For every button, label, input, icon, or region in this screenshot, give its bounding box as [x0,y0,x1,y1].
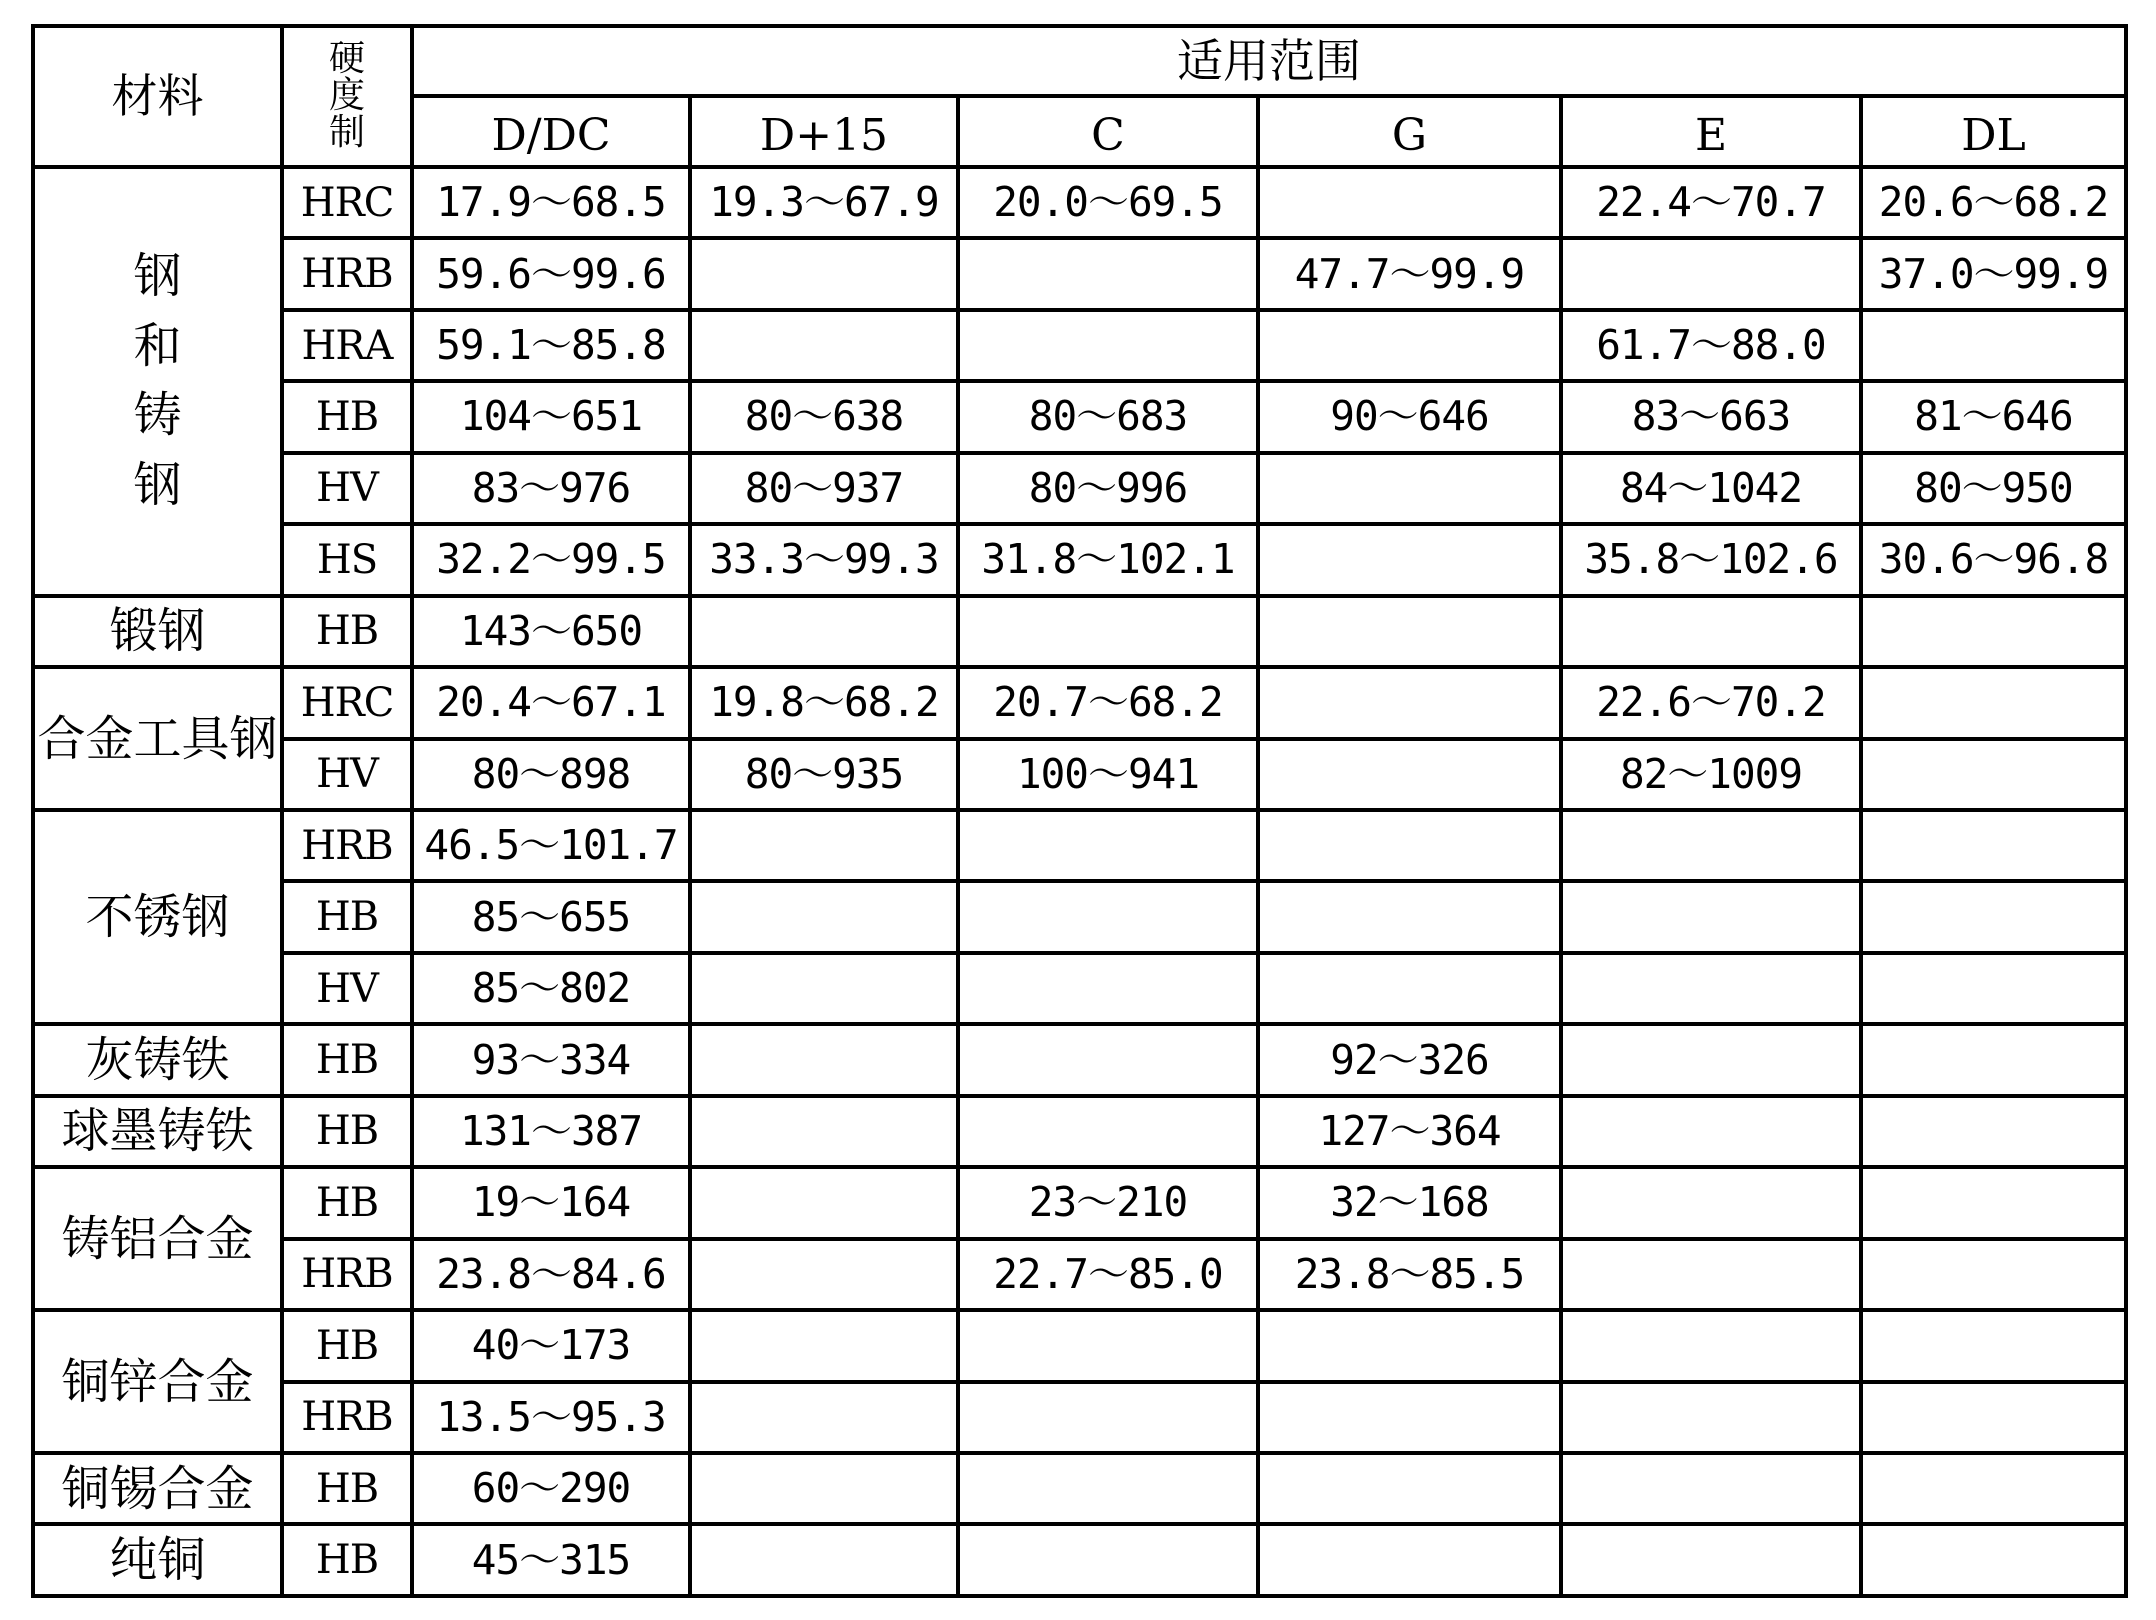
material-cell: 铜锌合金 [33,1310,282,1453]
column-header: C [958,96,1258,166]
range-value-cell: 37.0～99.9 [1861,238,2126,309]
material-cell: 纯铜 [33,1524,282,1596]
hardness-scale-cell: HB [282,1524,412,1596]
column-header: G [1258,96,1561,166]
range-value-cell: 92～326 [1258,1024,1561,1095]
hardness-scale-cell: HB [282,1024,412,1095]
range-value-cell: 19～164 [412,1167,690,1238]
range-value-cell: 143～650 [412,596,690,667]
material-cell: 铸铝合金 [33,1167,282,1310]
table-row [33,1310,2126,1381]
range-value-cell: 31.8～102.1 [958,524,1258,595]
table-row [33,453,2126,524]
table-row [33,596,2126,667]
range-value-cell: 32～168 [1258,1167,1561,1238]
table-row [33,310,2126,381]
range-value-cell: 80～950 [1861,453,2126,524]
range-value-cell [1258,167,1561,238]
range-value-cell [1258,310,1561,381]
material-cell: 灰铸铁 [33,1024,282,1095]
range-value-cell: 60～290 [412,1453,690,1524]
range-value-cell [1861,1382,2126,1453]
range-value-cell: 30.6～96.8 [1861,524,2126,595]
hardness-scale-cell: HV [282,953,412,1024]
range-value-cell [1258,881,1561,952]
hardness-scale-cell: HV [282,453,412,524]
table-body [33,26,2126,1596]
table-row [33,667,2126,738]
table-row [33,1024,2126,1095]
range-value-cell [1561,1239,1861,1310]
range-value-cell: 84～1042 [1561,453,1861,524]
range-value-cell: 93～334 [412,1024,690,1095]
range-value-cell: 20.0～69.5 [958,167,1258,238]
table-row [33,238,2126,309]
hardness-scale-cell: HB [282,1453,412,1524]
range-value-cell: 85～655 [412,881,690,952]
range-value-cell: 83～663 [1561,381,1861,452]
hardness-scale-cell: HS [282,524,412,595]
range-value-cell [1258,1382,1561,1453]
range-value-cell [1258,667,1561,738]
range-value-cell [1258,953,1561,1024]
range-value-cell [1861,1239,2126,1310]
table-row [33,810,2126,881]
range-value-cell [690,881,958,952]
range-value-cell [958,238,1258,309]
range-value-cell: 17.9～68.5 [412,167,690,238]
column-header: D+15 [690,96,958,166]
range-value-cell [690,1167,958,1238]
range-value-cell [1258,810,1561,881]
range-value-cell [1561,1024,1861,1095]
table-row [33,524,2126,595]
range-value-cell [690,310,958,381]
range-value-cell [1561,1524,1861,1596]
range-value-cell: 59.6～99.6 [412,238,690,309]
range-value-cell [1861,1096,2126,1167]
range-value-cell [690,1239,958,1310]
column-header: DL [1861,96,2126,166]
range-value-cell [690,1453,958,1524]
material-header: 材料 [33,26,282,167]
hardness-scale-cell: HRB [282,1382,412,1453]
range-value-cell [1561,1096,1861,1167]
range-value-cell [1861,1453,2126,1524]
table-row [33,953,2126,1024]
range-value-cell: 80～638 [690,381,958,452]
range-value-cell: 80～937 [690,453,958,524]
table-row [33,1239,2126,1310]
range-value-cell: 35.8～102.6 [1561,524,1861,595]
range-value-cell: 19.8～68.2 [690,667,958,738]
hardness-scale-cell: HRC [282,167,412,238]
range-value-cell: 80～683 [958,381,1258,452]
hardness-scale-header: 硬 度 制 [282,26,412,167]
material-cell: 球墨铸铁 [33,1096,282,1167]
range-value-cell: 59.1～85.8 [412,310,690,381]
column-header: D/DC [412,96,690,166]
range-value-cell [958,596,1258,667]
range-value-cell: 100～941 [958,739,1258,810]
range-value-cell [1861,667,2126,738]
range-value-cell [690,1024,958,1095]
range-value-cell [958,1453,1258,1524]
range-value-cell [690,953,958,1024]
range-value-cell [958,881,1258,952]
hardness-scale-cell: HB [282,1167,412,1238]
table-row [33,167,2126,238]
range-value-cell: 46.5～101.7 [412,810,690,881]
material-cell: 合金工具钢 [33,667,282,810]
table-row [33,1453,2126,1524]
range-value-cell: 104～651 [412,381,690,452]
range-value-cell: 131～387 [412,1096,690,1167]
range-value-cell [1561,953,1861,1024]
range-value-cell [1561,1382,1861,1453]
material-cell: 不锈钢 [33,810,282,1024]
range-value-cell [958,1310,1258,1381]
range-value-cell: 90～646 [1258,381,1561,452]
table-row [33,1382,2126,1453]
range-value-cell [1258,596,1561,667]
range-value-cell [958,1024,1258,1095]
range-value-cell: 22.6～70.2 [1561,667,1861,738]
range-value-cell [1861,881,2126,952]
range-value-cell: 80～898 [412,739,690,810]
range-value-cell: 22.4～70.7 [1561,167,1861,238]
table-row [33,881,2126,952]
range-value-cell: 82～1009 [1561,739,1861,810]
range-value-cell [958,1096,1258,1167]
range-value-cell [1561,810,1861,881]
range-value-cell: 81～646 [1861,381,2126,452]
hardness-scale-cell: HB [282,1310,412,1381]
range-value-cell [1561,1167,1861,1238]
range-value-cell [1258,453,1561,524]
material-cell: 钢 和 铸 钢 [33,167,282,596]
range-value-cell [1861,739,2126,810]
hardness-scale-cell: HRB [282,1239,412,1310]
range-value-cell [958,953,1258,1024]
range-value-cell: 13.5～95.3 [412,1382,690,1453]
range-value-cell: 83～976 [412,453,690,524]
range-value-cell [690,1096,958,1167]
range-value-cell: 80～935 [690,739,958,810]
range-value-cell [1861,1524,2126,1596]
hardness-scale-cell: HRC [282,667,412,738]
range-value-cell: 32.2～99.5 [412,524,690,595]
range-value-cell [1561,881,1861,952]
material-cell: 锻钢 [33,596,282,667]
range-value-cell [1861,953,2126,1024]
hardness-scale-cell: HRB [282,238,412,309]
range-value-cell: 45～315 [412,1524,690,1596]
range-value-cell: 20.6～68.2 [1861,167,2126,238]
range-value-cell: 20.7～68.2 [958,667,1258,738]
range-value-cell [958,310,1258,381]
range-value-cell [1861,1310,2126,1381]
range-value-cell [1258,1524,1561,1596]
range-value-cell [1861,310,2126,381]
range-value-cell: 23.8～85.5 [1258,1239,1561,1310]
range-value-cell: 47.7～99.9 [1258,238,1561,309]
range-value-cell: 22.7～85.0 [958,1239,1258,1310]
range-value-cell: 23.8～84.6 [412,1239,690,1310]
range-value-cell [958,1382,1258,1453]
range-value-cell [958,1524,1258,1596]
hardness-scale-cell: HB [282,881,412,952]
range-value-cell [690,596,958,667]
header-row-top [33,26,2126,96]
range-value-cell: 80～996 [958,453,1258,524]
range-value-cell [690,1524,958,1596]
table-row [33,739,2126,810]
range-value-cell [958,810,1258,881]
hardness-scale-cell: HRB [282,810,412,881]
range-value-cell: 40～173 [412,1310,690,1381]
range-value-cell [1861,596,2126,667]
table-row [33,1096,2126,1167]
range-group-header: 适用范围 [412,26,2126,96]
hardness-scale-cell: HV [282,739,412,810]
hardness-scale-cell: HB [282,381,412,452]
range-value-cell [1561,596,1861,667]
range-value-cell: 127～364 [1258,1096,1561,1167]
range-value-cell: 19.3～67.9 [690,167,958,238]
hardness-scale-cell: HB [282,596,412,667]
hardness-scale-cell: HRA [282,310,412,381]
column-header: E [1561,96,1861,166]
range-value-cell [1861,1167,2126,1238]
range-value-cell [1258,1310,1561,1381]
material-cell: 铜锡合金 [33,1453,282,1524]
range-value-cell [1258,1453,1561,1524]
range-value-cell: 61.7～88.0 [1561,310,1861,381]
range-value-cell [690,1382,958,1453]
range-value-cell: 33.3～99.3 [690,524,958,595]
range-value-cell [1861,810,2126,881]
range-value-cell: 23～210 [958,1167,1258,1238]
table-row [33,1167,2126,1238]
range-value-cell [1561,238,1861,309]
range-value-cell [1258,739,1561,810]
hardness-scale-cell: HB [282,1096,412,1167]
range-value-cell [1561,1310,1861,1381]
range-value-cell [690,238,958,309]
range-value-cell [690,1310,958,1381]
table-row [33,381,2126,452]
range-value-cell [690,810,958,881]
hardness-range-table [31,24,2128,1598]
range-value-cell: 85～802 [412,953,690,1024]
table-row [33,1524,2126,1596]
range-value-cell [1258,524,1561,595]
range-value-cell [1561,1453,1861,1524]
range-value-cell [1861,1024,2126,1095]
range-value-cell: 20.4～67.1 [412,667,690,738]
